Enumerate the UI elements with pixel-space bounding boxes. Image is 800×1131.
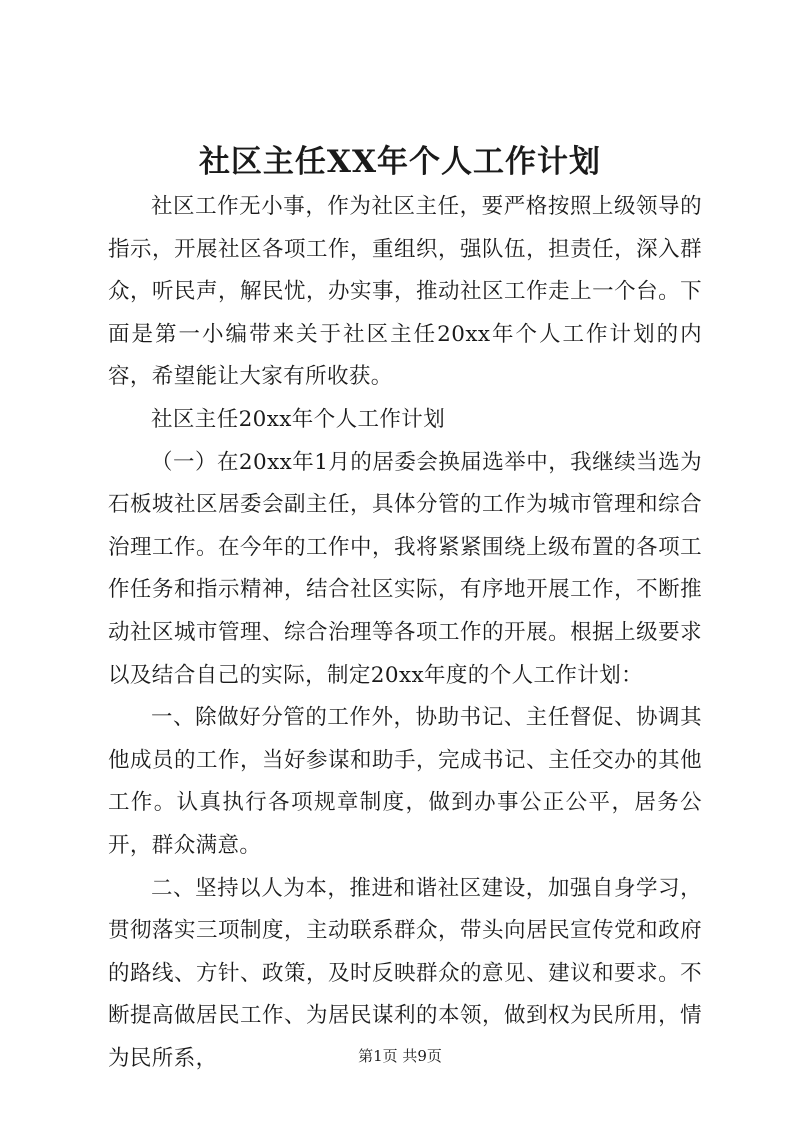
document-body [108, 186, 702, 1080]
paragraph-section-1: （一）在20xx年1月的居委会换届选举中，我继续当选为石板坡社区居委会副主任，具体分管的工作为城市管理和综合治理工作。在今年的工作中，我将紧紧围绕上级布置的各项工作任务和指示精神，结合社区实际，有序地开展工作，不断推动社区城市管理、综合治理等各项工作的开展。根据上级要求以及结合自己的实际，制定20xx年度的个人工作计划： [108, 449, 702, 688]
paragraph-intro: 社区工作无小事，作为社区主任，要严格按照上级领导的指示，开展社区各项工作，重组织，强队伍，担责任，深入群众，听民声，解民忧，办实事，推动社区工作走上一个台。下面是第一小编带来关于社区主任20xx年个人工作计划的内容，希望能让大家有所收获。 [108, 194, 702, 390]
paragraph-item-2: 二、坚持以人为本，推进和谐社区建设，加强自身学习，贯彻落实三项制度，主动联系群众，带头向居民宣传党和政府的路线、方针、政策，及时反映群众的意见、建议和要求。不断提高做居民工作、为居民谋利的本领，做到权为民所用，情为民所系， [108, 875, 702, 1071]
page-footer: 第1页 共9页 [358, 1047, 442, 1065]
paragraph-subtitle: 社区主任20xx年个人工作计划 [151, 406, 446, 432]
paragraph-item-1: 一、除做好分管的工作外，协助书记、主任督促、协调其他成员的工作，当好参谋和助手，完成书记、主任交办的其他工作。认真执行各项规章制度，做到办事公正公平，居务公开，群众满意。 [108, 705, 702, 858]
page-title: 社区主任XX年个人工作计划 [198, 144, 602, 180]
